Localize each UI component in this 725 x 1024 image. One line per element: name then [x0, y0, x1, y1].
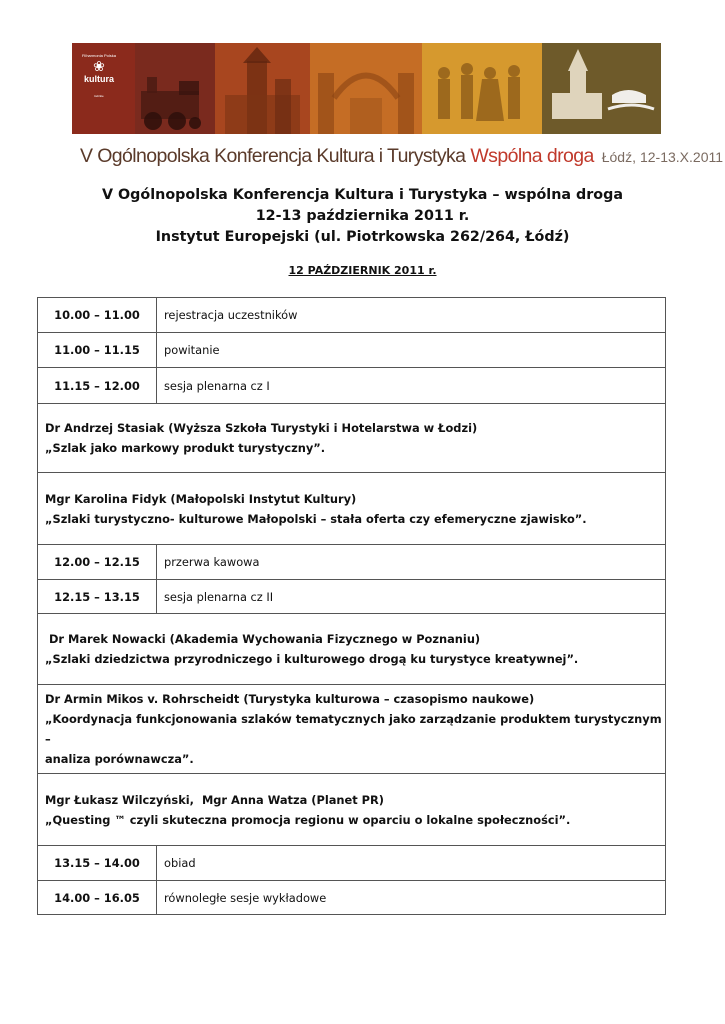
- time-cell: 11.00 – 11.15: [38, 333, 157, 368]
- logo-small-text: Filharmonia Polska: [81, 53, 116, 58]
- banner-castle-panel: [215, 43, 310, 134]
- speaker-row: [38, 685, 666, 774]
- banner-gate-panel: [310, 43, 422, 134]
- title-line-2: 12-13 października 2011 r.: [255, 208, 470, 224]
- locomotive-icon: [135, 43, 215, 134]
- speaker-name: Dr Armin Mikos v. Rohrscheidt (Turystyka kulturowa – czasopismo naukowe): [45, 692, 535, 706]
- conference-city: Łódź,: [601, 149, 636, 165]
- talk-title-continued: analiza porównawcza”.: [45, 752, 194, 766]
- folk-dancers-icon: [422, 43, 542, 134]
- speaker-cell: [38, 473, 666, 545]
- time-cell: 13.15 – 14.00: [38, 846, 157, 881]
- speaker-row: [38, 404, 666, 473]
- banner-locomotive-panel: [135, 43, 215, 134]
- activity-cell: powitanie: [157, 333, 666, 368]
- activity-cell: rejestracja uczestników: [157, 298, 666, 333]
- document-title-block: [0, 185, 725, 248]
- speaker-row: [38, 614, 666, 685]
- schedule-row: [38, 298, 666, 333]
- time-cell: 10.00 – 11.00: [38, 298, 157, 333]
- speaker-name: Dr Marek Nowacki (Akademia Wychowania Fizycznego w Poznaniu): [45, 632, 481, 646]
- title-line-1: V Ogólnopolska Konferencja Kultura i Turystyka – wspólna droga: [101, 187, 623, 203]
- time-cell: 11.15 – 12.00: [38, 368, 157, 404]
- talk-title: „Szlaki turystyczno- kulturowe Małopolski – stała oferta czy efemeryczne zjawisko”.: [45, 511, 587, 526]
- speaker-row: [38, 473, 666, 545]
- talk-title: „Questing ™ czyli skuteczna promocja regionu w oparciu o lokalne społeczności”.: [45, 812, 571, 827]
- banner-dancers-panel: [422, 43, 542, 134]
- conference-accent: Wspólna droga: [470, 145, 594, 167]
- logo-swirl-icon: ❀: [93, 58, 105, 74]
- speaker-name: Dr Andrzej Stasiak (Wyższa Szkoła Turystyki i Hotelarstwa w Łodzi): [45, 421, 478, 435]
- schedule-row: [38, 580, 666, 614]
- conference-banner-title: [80, 141, 724, 171]
- castle-icon: [215, 43, 310, 134]
- time-cell: 14.00 – 16.05: [38, 881, 157, 915]
- title-line-3: Instytut Europejski (ul. Piotrkowska 262/264, Łódź): [155, 229, 570, 245]
- schedule-row: [38, 881, 666, 915]
- speaker-row: [38, 774, 666, 846]
- logo-tiny-text: łódzkie: [94, 94, 104, 98]
- kultura-logo: [80, 53, 118, 123]
- church-icon: [542, 43, 661, 134]
- logo-word: kultura: [83, 74, 114, 84]
- schedule-row: [38, 545, 666, 580]
- speaker-cell: [38, 685, 666, 774]
- schedule-row: [38, 368, 666, 404]
- activity-cell: obiad: [157, 846, 666, 881]
- banner-logo-panel: [72, 43, 135, 134]
- speaker-cell: [38, 404, 666, 473]
- speaker-name: Mgr Karolina Fidyk (Małopolski Instytut Kultury): [45, 491, 357, 506]
- activity-cell: sesja plenarna cz I: [157, 368, 666, 404]
- speaker-cell: [38, 614, 666, 685]
- speaker-name: Mgr Łukasz Wilczyński, Mgr Anna Watza (Planet PR): [45, 792, 384, 807]
- day-heading: 12 PAŹDZIERNIK 2011 r.: [288, 264, 437, 277]
- schedule-table: [37, 297, 666, 915]
- talk-title: „Szlak jako markowy produkt turystyczny”.: [45, 441, 326, 455]
- conference-name: V Ogólnopolska Konferencja Kultura i Turystyka: [80, 145, 466, 167]
- speaker-cell: [38, 774, 666, 846]
- schedule-row: [38, 846, 666, 881]
- gate-arch-icon: [310, 43, 422, 134]
- activity-cell: równoległe sesje wykładowe: [157, 881, 666, 915]
- banner-church-panel: [542, 43, 661, 134]
- activity-cell: sesja plenarna cz II: [157, 580, 666, 614]
- header-banner: [72, 43, 661, 134]
- activity-cell: przerwa kawowa: [157, 545, 666, 580]
- schedule-row: [38, 333, 666, 368]
- time-cell: 12.00 – 12.15: [38, 545, 157, 580]
- time-cell: 12.15 – 13.15: [38, 580, 157, 614]
- conference-dates: 12-13.X.2011: [639, 149, 724, 165]
- talk-title: „Szlaki dziedzictwa przyrodniczego i kulturowego drogą ku turystyce kreatywnej”.: [45, 652, 579, 666]
- talk-title: „Koordynacja funkcjonowania szlaków tematycznych jako zarządzanie produktem turystycznym –: [45, 712, 662, 746]
